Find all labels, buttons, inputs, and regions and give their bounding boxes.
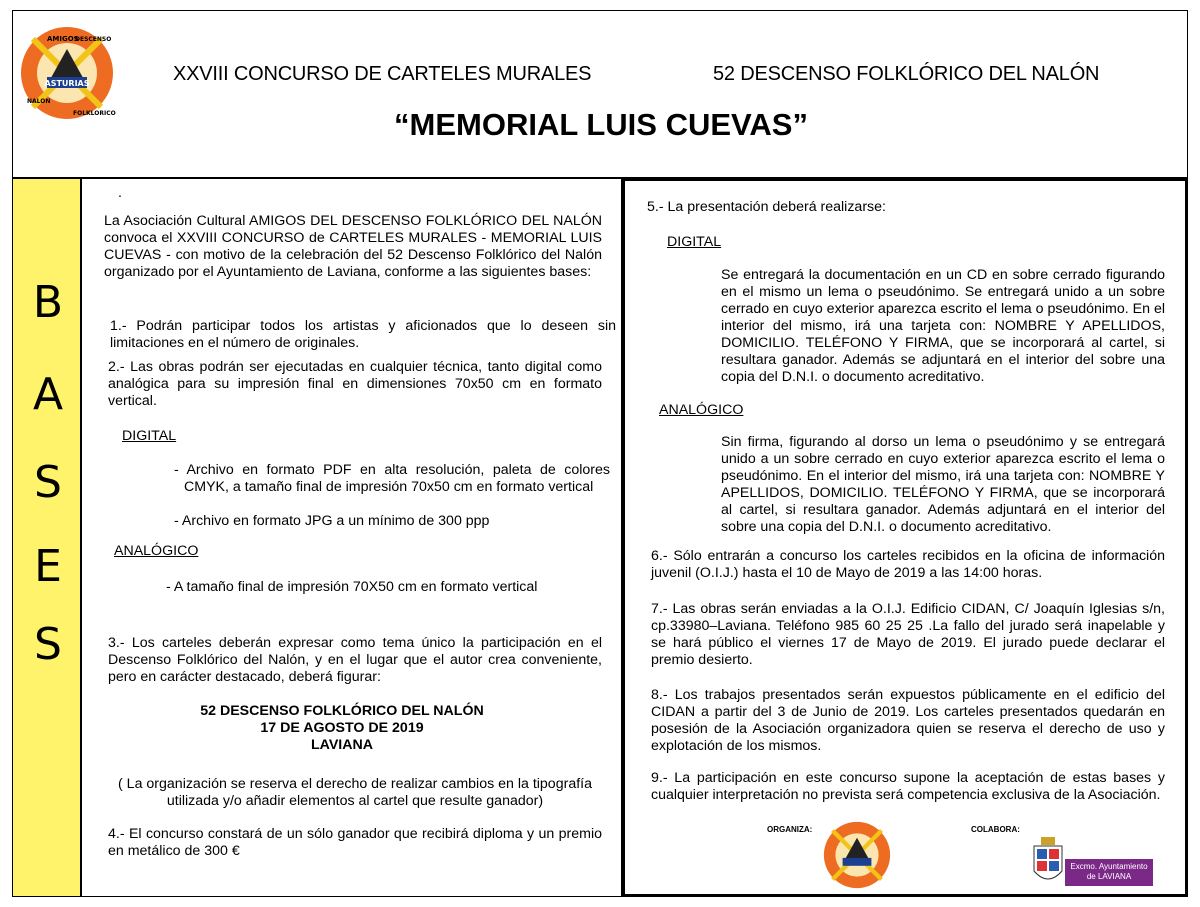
rule-6: 6.- Sólo entrarán a concurso los carteles recibidos en la oficina de información juvenil (O.I.J.) hasta el 10 de Mayo de 2019 a las 14:00 horas. [651, 548, 1165, 581]
rule-8: 8.- Los trabajos presentados serán expuestos públicamente en el edificio del CIDAN a partir del 3 de Junio de 2019. Los carteles presentados quedarán en posesión de la Asociación organizadora quien se reserva el derecho de uso y explotación de los mismos. [651, 687, 1165, 754]
bases-letter-s2: S [34, 619, 62, 670]
bases-letter-a: A [32, 369, 64, 420]
bases-side-strip [12, 178, 82, 897]
bases-letter-s1: S [34, 457, 62, 508]
stray-dot: . [118, 185, 122, 201]
analog-presentation-text: Sin firma, figurando al dorso un lema o pseudónimo y se entregará unido a un sobre cerrado en cuyo exterior aparezca escrito el lema o pseudónimo. En el interior del mismo, irá una tarjeta con: NOMBRE Y APELLIDOS, DOMICILIO. TELÉFONO Y FIRMA, que se incorporará al cartel, si resultara ganador. Además adjuntará en el interior del sobre una copia del D.N.I. o documento acreditativo. [721, 434, 1165, 535]
digital-label: DIGITAL [122, 428, 177, 444]
logo-amigos-text: AMIGOS [47, 35, 79, 43]
badge-line-2: de LAVIANA [1086, 872, 1132, 881]
laviana-coat-of-arms [1031, 837, 1065, 889]
rules-column-right [622, 178, 1188, 897]
laviana-badge [1065, 859, 1153, 886]
logo-descenso-text: DESCENSO [75, 36, 112, 43]
rule-9: 9.- La participación en este concurso supone la aceptación de estas bases y cualquier interpretación no prevista será competencia exclusiva de la Asociación. [651, 770, 1165, 803]
organiza-label: ORGANIZA: [767, 825, 813, 834]
contest-title: XXVIII CONCURSO DE CARTELES MURALES [173, 63, 592, 85]
badge-line-1: Excmo. Ayuntamiento [1070, 862, 1148, 871]
rule-5: 5.- La presentación deberá realizarse: [647, 199, 886, 215]
rule-4: 4.- El concurso constará de un sólo ganador que recibirá diploma y un premio en metálico de 300 € [108, 826, 602, 859]
event-title: 52 DESCENSO FOLKLÓRICO DEL NALÓN [713, 63, 1100, 85]
bases-letter-e: E [34, 541, 62, 592]
featured-line-1: 52 DESCENSO FOLKLÓRICO DEL NALÓN [200, 703, 484, 719]
intro-paragraph: La Asociación Cultural AMIGOS DEL DESCENSO FOLKLÓRICO DEL NALÓN convoca el XXVIII CONCURSO de CARTELES MURALES - MEMORIAL LUIS CUEVAS - con motivo de la celebración del 52 Descenso Folklórico del Nalón organizado por el Ayuntamiento de Laviana, conforme a las siguientes bases: [104, 213, 602, 280]
rule-1: 1.- Podrán participar todos los artistas y aficionados que lo deseen sin limitaciones en el número de originales. [110, 318, 616, 351]
analog-label-right: ANALÓGICO [659, 402, 744, 418]
digital-item-jpg: - Archivo en formato JPG a un mínimo de 300 ppp [174, 513, 490, 529]
logo-folklorico-text: FOLKLORICO [73, 110, 116, 117]
rule-2: 2.- Las obras podrán ser ejecutadas en cualquier técnica, tanto digital como analógica para su impresión final en dimensiones 70x50 cm en formato vertical. [108, 359, 602, 409]
bases-letter-b: B [32, 277, 64, 328]
organization-note: ( La organización se reserva el derecho de realizar cambios en la tipografía utilizada y/o añadir elementos al cartel que resulte ganador) [118, 776, 592, 809]
rule-3: 3.- Los carteles deberán expresar como tema único la participación en el Descenso Folklórico del Nalón, y en el lugar que el autor crea conveniente, pero en carácter destacado, deberá figurar: [108, 635, 602, 685]
colabora-label: COLABORA: [971, 825, 1020, 834]
digital-label-right: DIGITAL [667, 234, 722, 250]
analog-item: - A tamaño final de impresión 70X50 cm en formato vertical [166, 579, 538, 595]
featured-line-2: 17 DE AGOSTO DE 2019 [260, 720, 424, 736]
rules-column-left [82, 178, 622, 897]
digital-item-pdf: - Archivo en formato PDF en alta resolución, paleta de colores CMYK, a tamaño final de impresión 70x50 cm en formato vertical [174, 462, 610, 495]
featured-line-3: LAVIANA [310, 737, 373, 753]
rule-7: 7.- Las obras serán enviadas a la O.I.J. Edificio CIDAN, C/ Joaquín Iglesias s/n, cp.33980–Laviana. Teléfono 985 60 25 25 .La fallo del jurado será inapelable y se hará público el viernes 17 de Mayo de 2019. El jurado puede declarar el premio desierto. [651, 601, 1165, 668]
header-box [12, 10, 1188, 178]
memorial-title: “MEMORIAL LUIS CUEVAS” [394, 107, 808, 142]
analog-label: ANALÓGICO [114, 543, 199, 559]
organizer-logo [821, 819, 893, 891]
logo-nalon-text: NALON [27, 98, 51, 105]
logo-asturias-text: ASTURIAS [44, 79, 90, 88]
digital-presentation-text: Se entregará la documentación en un CD en sobre cerrado figurando en el mismo un lema o pseudónimo. Se entregará unido a un sobre cerrado en cuyo exterior aparezca escrito el lema o pseudónimo. En el interior del mismo, irá una tarjeta con: NOMBRE Y APELLIDOS, DOMICILIO. TELÉFONO Y FIRMA, que se incorporará al cartel, si resultara ganador. Además se adjuntará en el interior del sobre una copia del D.N.I. o documento acreditativo. [721, 267, 1165, 385]
